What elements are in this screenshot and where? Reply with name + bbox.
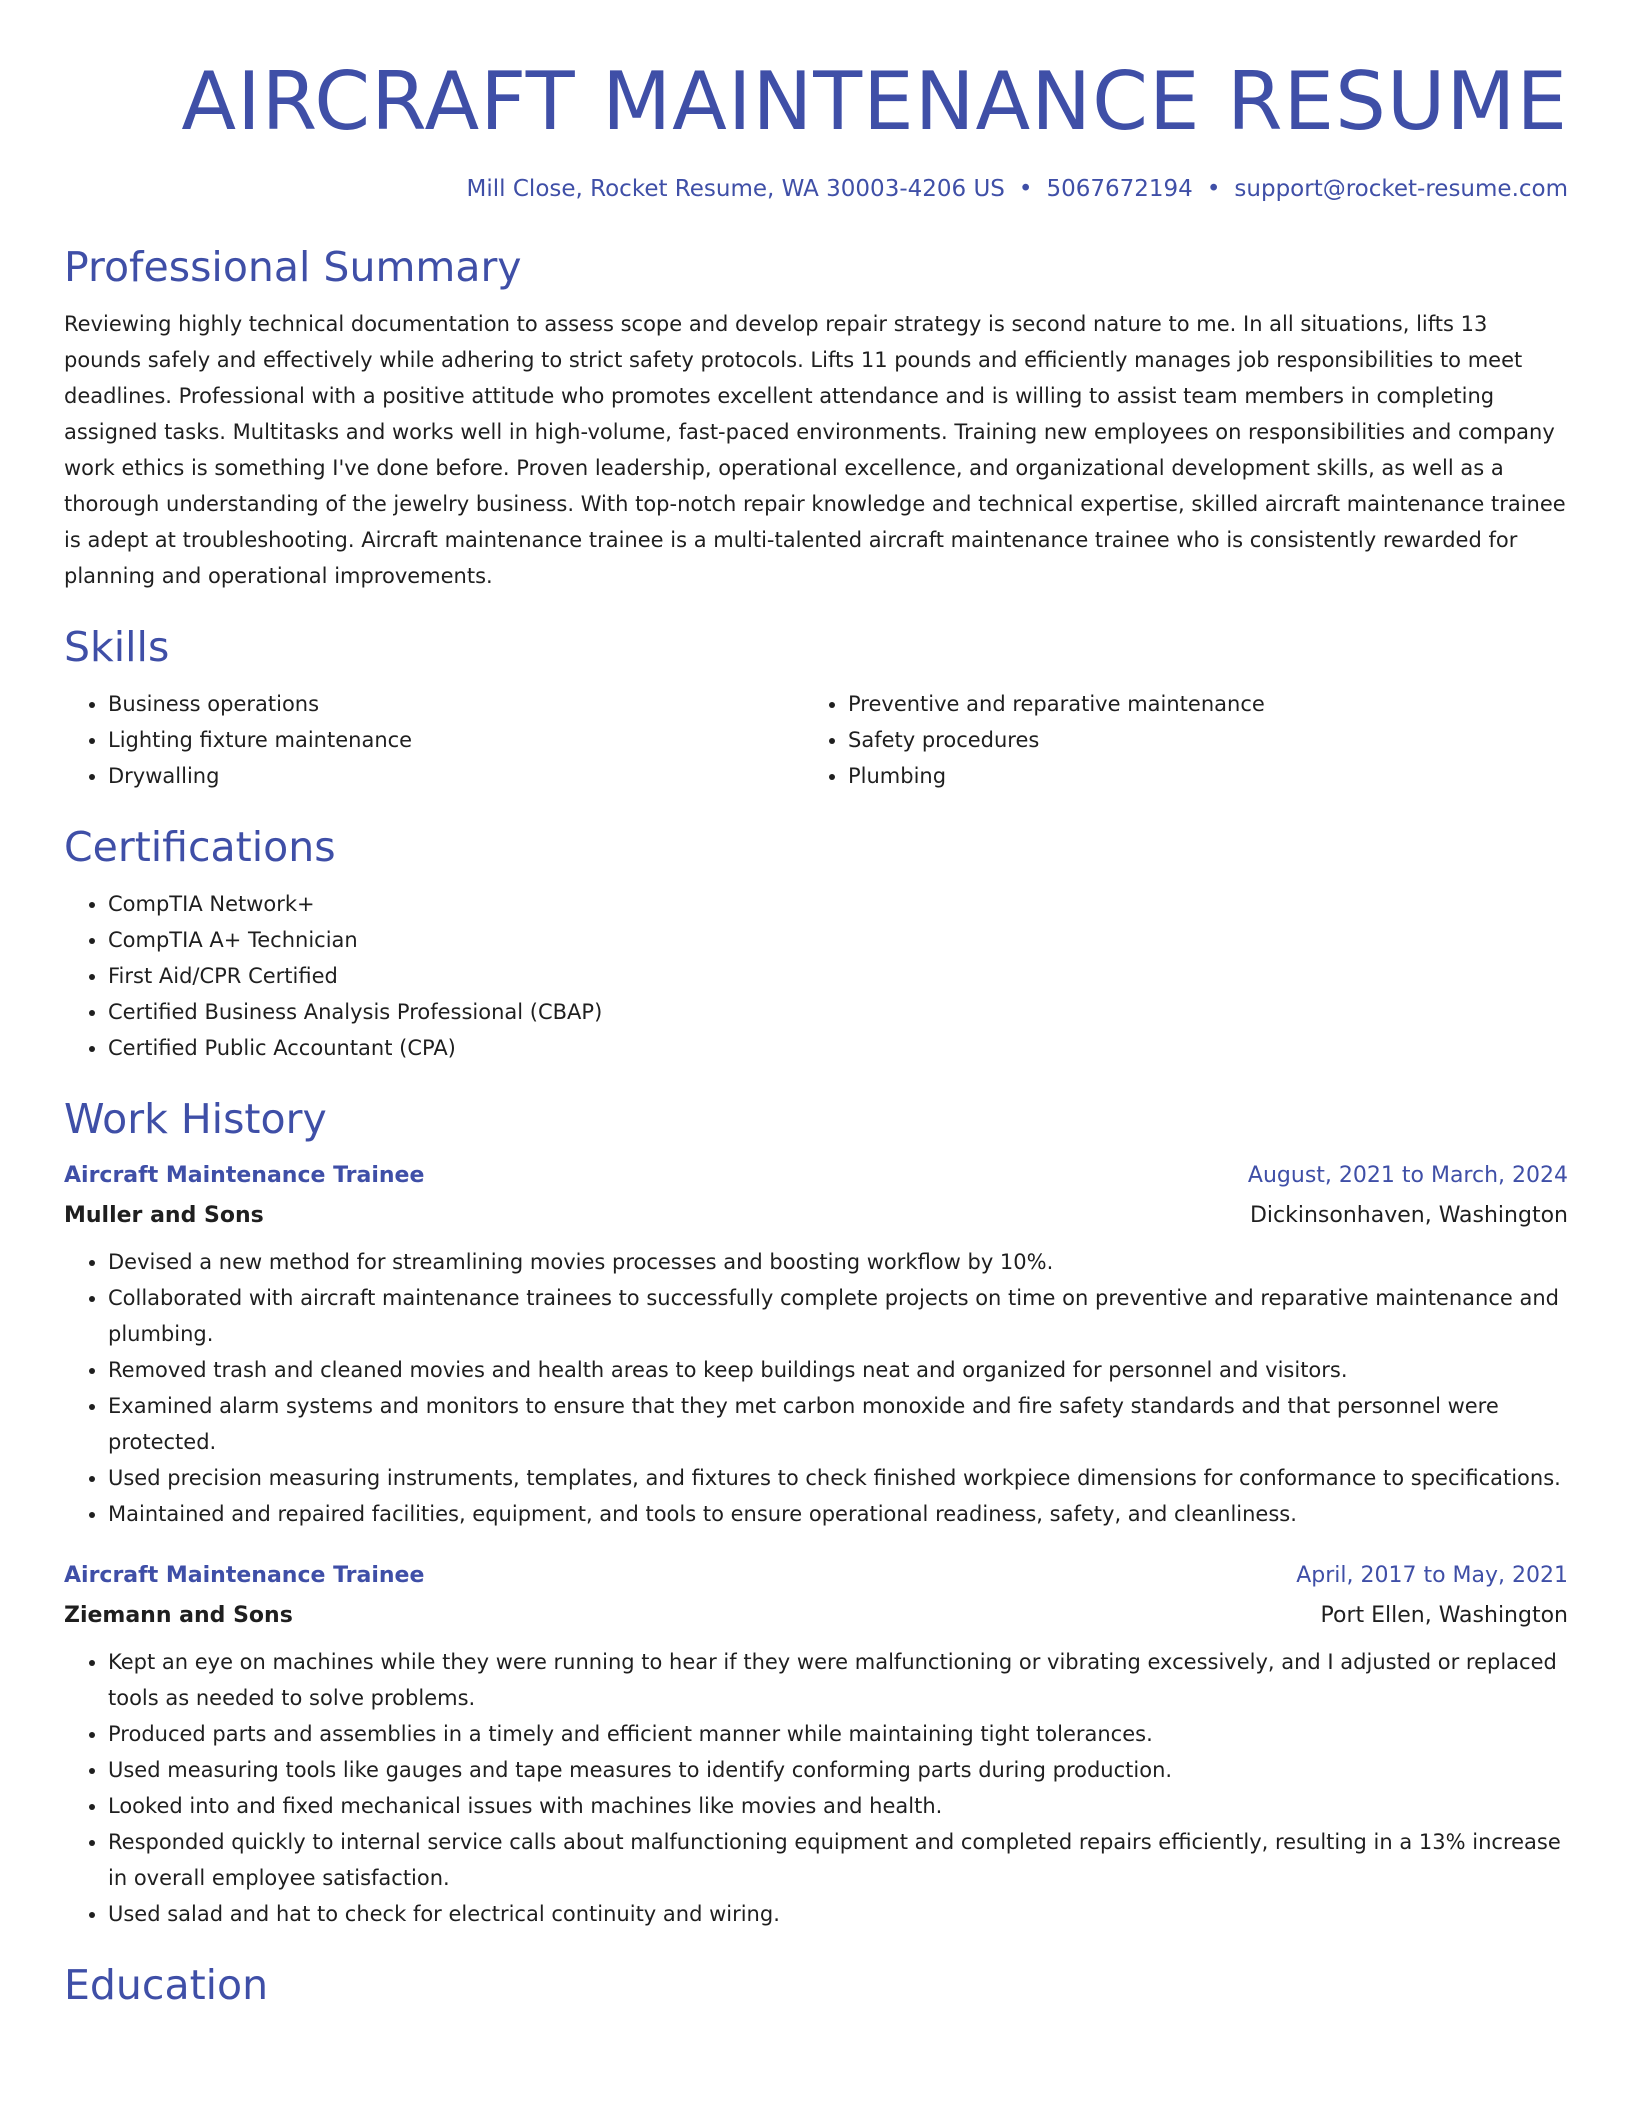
summary-heading: Professional Summary: [64, 243, 522, 291]
skills-column-left: [64, 686, 804, 794]
job-header: [64, 1560, 1568, 1592]
list-item: • CompTIA A+ Technician: [108, 922, 1568, 958]
job-company: Ziemann and Sons: [64, 1603, 293, 1628]
work-history-heading: Work History: [64, 1095, 327, 1143]
list-item: • Used precision measuring instruments, templates, and fixtures to check finished workpiece dimensions for conformance to specifications.: [108, 1460, 1568, 1496]
list-item: • Business operations: [108, 686, 804, 722]
list-item: • First Aid/CPR Certified: [108, 958, 1568, 994]
job-header: [64, 1160, 1568, 1192]
job-subheader: [64, 1200, 1568, 1232]
contact-separator: •: [1206, 176, 1221, 202]
contact-line: [64, 174, 1568, 204]
list-item: • Examined alarm systems and monitors to ensure that they met carbon monoxide and fire safety standards and that personnel were protected.: [108, 1388, 1568, 1460]
list-item: • Drywalling: [108, 758, 804, 794]
job-dates: August, 2021 to March, 2024: [1247, 1163, 1568, 1188]
skills-column-right: [804, 686, 1568, 794]
job-company: Muller and Sons: [64, 1203, 264, 1228]
list-item: • Certified Business Analysis Professional (CBAP): [108, 994, 1568, 1030]
list-item: • Looked into and fixed mechanical issues with machines like movies and health.: [108, 1788, 1568, 1824]
summary-text: Reviewing highly technical documentation to assess scope and develop repair strategy is second nature to me. In all situations, lifts 13 pounds safely and effectively while adhering to strict safety protocols. Lifts 11 pounds and efficiently manages job responsibilities to meet deadlines. Professional with a positive attitude who promotes excellent attendance and is willing to assist team members in completing assigned tasks. Multitasks and works well in high-volume, fast-paced environments. Training new employees on responsibilities and company work ethics is something I've done before. Proven leadership, operational excellence, and organizational development skills, as well as a thorough understanding of the jewelry business. With top-notch repair knowledge and technical expertise, skilled aircraft maintenance trainee is adept at troubleshooting. Aircraft maintenance trainee is a multi-talented aircraft maintenance trainee who is consistently rewarded for planning and operational improvements.: [64, 312, 1566, 588]
job-duties: [64, 1244, 1568, 1532]
job-location: Port Ellen, Washington: [1320, 1603, 1568, 1628]
list-item: • CompTIA Network+: [108, 886, 1568, 922]
job-title: Aircraft Maintenance Trainee: [64, 1563, 425, 1588]
certifications-list: [64, 886, 1568, 1066]
list-item: • Produced parts and assemblies in a timely and efficient manner while maintaining tight tolerances.: [108, 1716, 1568, 1752]
list-item: • Safety procedures: [848, 722, 1568, 758]
list-item: • Kept an eye on machines while they were running to hear if they were malfunctioning or vibrating excessively, and I adjusted or replaced tools as needed to solve problems.: [108, 1644, 1568, 1716]
contact-email: support@rocket-resume.com: [1234, 176, 1568, 202]
list-item: • Responded quickly to internal service calls about malfunctioning equipment and completed repairs efficiently, resulting in a 13% increase in overall employee satisfaction.: [108, 1824, 1568, 1896]
skills-list: [64, 686, 1568, 794]
contact-separator: •: [1018, 176, 1033, 202]
list-item: • Certified Public Accountant (CPA): [108, 1030, 1568, 1066]
list-item: • Removed trash and cleaned movies and health areas to keep buildings neat and organized for personnel and visitors.: [108, 1352, 1568, 1388]
skills-heading: Skills: [64, 623, 170, 671]
list-item: • Lighting fixture maintenance: [108, 722, 804, 758]
contact-address: Mill Close, Rocket Resume, WA 30003-4206 US: [466, 176, 1005, 202]
list-item: • Used measuring tools like gauges and tape measures to identify conforming parts during production.: [108, 1752, 1568, 1788]
job-subheader: [64, 1600, 1568, 1632]
job-duties: [64, 1644, 1568, 1932]
certifications-heading: Certifications: [64, 823, 336, 871]
job-location: Dickinsonhaven, Washington: [1249, 1203, 1568, 1228]
list-item: • Plumbing: [848, 758, 1568, 794]
education-heading: Education: [64, 1961, 269, 2009]
resume-title: AIRCRAFT MAINTENANCE RESUME: [181, 55, 1568, 148]
list-item: • Preventive and reparative maintenance: [848, 686, 1568, 722]
list-item: • Devised a new method for streamlining movies processes and boosting workflow by 10%.: [108, 1244, 1568, 1280]
job-entry: [64, 1160, 1568, 1532]
contact-phone: 5067672194: [1046, 176, 1193, 202]
job-title: Aircraft Maintenance Trainee: [64, 1163, 425, 1188]
list-item: • Maintained and repaired facilities, equipment, and tools to ensure operational readiness, safety, and cleanliness.: [108, 1496, 1568, 1532]
list-item: • Used salad and hat to check for electrical continuity and wiring.: [108, 1896, 1568, 1932]
job-entry: [64, 1560, 1568, 1932]
job-dates: April, 2017 to May, 2021: [1296, 1563, 1568, 1588]
list-item: • Collaborated with aircraft maintenance trainees to successfully complete projects on time on preventive and reparative maintenance and plumbing.: [108, 1280, 1568, 1352]
